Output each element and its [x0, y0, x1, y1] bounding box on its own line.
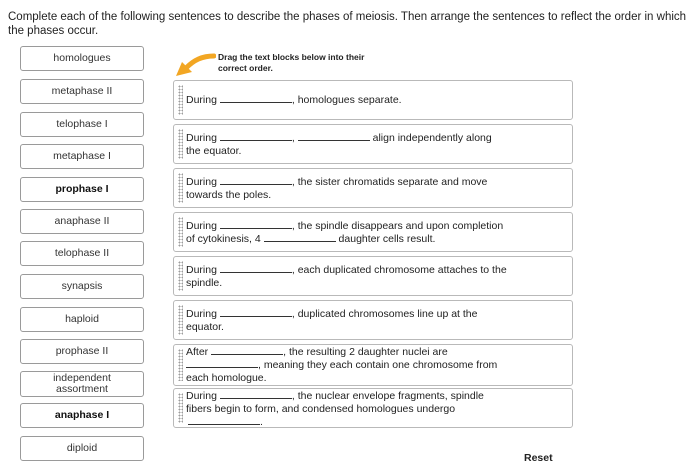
term-telophase-i[interactable]: telophase I: [20, 112, 144, 137]
answer-blank[interactable]: [298, 132, 370, 141]
sentence-block[interactable]: During , align independently along the equator.: [173, 124, 573, 164]
answer-blank[interactable]: [220, 132, 292, 141]
drag-hint-line1: Drag the text blocks below into their: [218, 52, 365, 62]
answer-blank[interactable]: [220, 264, 292, 273]
term-synapsis[interactable]: synapsis: [20, 274, 144, 299]
instructions-text: Complete each of the following sentences to describe the phases of meiosis. Then arrange the sentences to reflect the order in which the phases occur.: [8, 11, 687, 37]
drag-handle-icon[interactable]: [178, 85, 183, 115]
term-haploid[interactable]: haploid: [20, 307, 144, 332]
term-metaphase-ii[interactable]: metaphase II: [20, 79, 144, 104]
drag-handle-icon[interactable]: [178, 261, 183, 291]
answer-blank[interactable]: [220, 94, 292, 103]
term-diploid[interactable]: diploid: [20, 436, 144, 461]
drag-handle-icon[interactable]: [178, 305, 183, 335]
term-anaphase-i[interactable]: anaphase I: [20, 403, 144, 428]
answer-blank[interactable]: [264, 233, 336, 242]
drag-handle-icon[interactable]: [178, 173, 183, 203]
reset-button[interactable]: Reset: [524, 452, 553, 464]
term-independent-assortment[interactable]: independent assortment: [20, 371, 144, 397]
answer-blank[interactable]: [220, 176, 292, 185]
drag-hint-line2: correct order.: [218, 62, 273, 73]
answer-blank[interactable]: [220, 220, 292, 229]
sentence-block[interactable]: During , the spindle disappears and upon completion of cytokinesis, 4 daughter cells result.: [173, 212, 573, 252]
drag-handle-icon[interactable]: [178, 393, 183, 423]
curved-arrow-icon: [172, 52, 216, 80]
drag-handle-icon[interactable]: [178, 217, 183, 247]
sentence-block[interactable]: During , duplicated chromosomes line up at the equator.: [173, 300, 573, 340]
term-prophase-i[interactable]: prophase I: [20, 177, 144, 202]
answer-blank[interactable]: [220, 390, 292, 399]
answer-blank[interactable]: [220, 308, 292, 317]
sentence-block[interactable]: During , homologues separate.: [173, 80, 573, 120]
term-metaphase-i[interactable]: metaphase I: [20, 144, 144, 169]
sentence-block[interactable]: During , each duplicated chromosome attaches to the spindle.: [173, 256, 573, 296]
sentence-block[interactable]: During , the nuclear envelope fragments, spindle fibers begin to form, and condensed homologues undergo .: [173, 388, 573, 428]
term-telophase-ii[interactable]: telophase II: [20, 241, 144, 266]
drag-handle-icon[interactable]: [178, 349, 183, 381]
term-homologues[interactable]: homologues: [20, 46, 144, 71]
drag-handle-icon[interactable]: [178, 129, 183, 159]
term-prophase-ii[interactable]: prophase II: [20, 339, 144, 364]
term-anaphase-ii[interactable]: anaphase II: [20, 209, 144, 234]
sentence-block[interactable]: During , the sister chromatids separate and move towards the poles.: [173, 168, 573, 208]
sentence-block[interactable]: After , the resulting 2 daughter nuclei are , meaning they each contain one chromosome from each homologue.: [173, 344, 573, 386]
answer-blank[interactable]: [211, 346, 283, 355]
answer-blank[interactable]: [188, 416, 260, 425]
answer-blank[interactable]: [186, 359, 258, 368]
